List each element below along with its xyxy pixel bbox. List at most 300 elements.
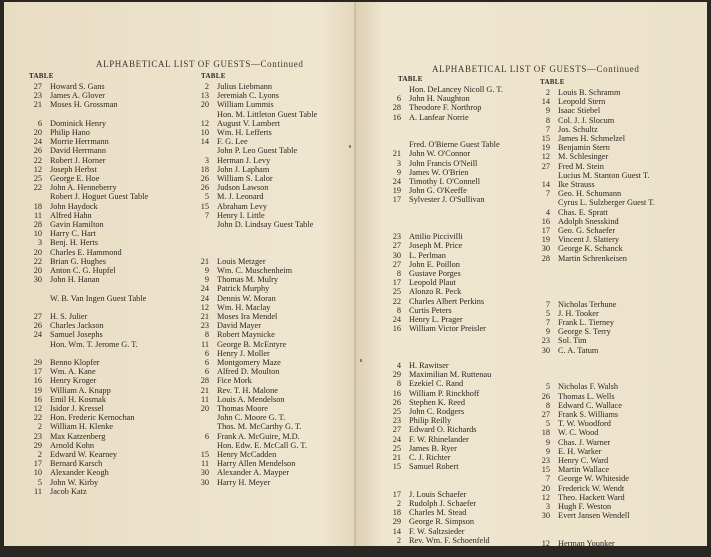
table-number: 22 bbox=[33, 256, 42, 266]
guest-name: Alfred Hahn bbox=[50, 210, 92, 220]
table-number: 26 bbox=[200, 183, 209, 193]
guest-name: Lucius M. Stanton Guest T. bbox=[558, 170, 650, 180]
guest-name: Curtis Peters bbox=[409, 305, 452, 315]
guest-name: Attilio Piccivilli bbox=[409, 232, 463, 242]
guest-name: W. B. Van Ingen Guest Table bbox=[50, 293, 147, 303]
guest-name: William H. Klenke bbox=[50, 422, 114, 432]
guest-name: Harry Allen Mendelson bbox=[217, 459, 296, 469]
guest-name: Howard S. Gans bbox=[50, 82, 105, 91]
table-number: 11 bbox=[201, 339, 209, 349]
guest-name: James W. O'Brien bbox=[409, 167, 469, 177]
guest-name: Sol. Tim bbox=[558, 336, 587, 346]
guest-name: John H. Naughton bbox=[409, 94, 470, 104]
guest-name: Gavin Hamilton bbox=[50, 220, 104, 229]
guest-name: Brian G. Hughes bbox=[50, 256, 106, 266]
guest-name: John G. O'Keeffe bbox=[409, 186, 467, 196]
guest-name: Louis B. Schramm bbox=[558, 88, 621, 97]
guest-name: David Herrmann bbox=[50, 146, 106, 156]
guest-name: Alonzo R. Peck bbox=[409, 287, 462, 297]
table-number: 20 bbox=[33, 266, 42, 275]
guest-name: Julius Liebmann bbox=[217, 82, 273, 91]
guest-name: James H. Schmelzel bbox=[558, 134, 626, 143]
guest-name: August V. Lambert bbox=[217, 118, 281, 128]
guest-name: Frank A. McGuire, M.D. bbox=[217, 431, 300, 441]
table-number: 29 bbox=[392, 370, 401, 380]
left-page bbox=[4, 2, 356, 546]
table-number: 15 bbox=[200, 450, 209, 459]
table-number: 7 bbox=[545, 299, 550, 309]
guest-name: Judson Lawson bbox=[217, 183, 269, 193]
table-number: 15 bbox=[392, 462, 401, 472]
table-number: 29 bbox=[33, 358, 42, 367]
guest-name: John E. Poillon bbox=[409, 259, 460, 269]
table-number: 13 bbox=[200, 91, 209, 101]
table-number: 9 bbox=[204, 266, 209, 275]
table-number: 18 bbox=[200, 164, 209, 174]
guest-name: Hon. Frederic Kernochan bbox=[50, 413, 135, 423]
table-number: 3 bbox=[396, 158, 401, 168]
guest-name: Wm. A. Kane bbox=[50, 367, 96, 377]
table-number: 11 bbox=[201, 459, 209, 469]
table-number: 30 bbox=[541, 511, 550, 521]
table-number: 9 bbox=[545, 106, 550, 116]
table-number: 2 bbox=[37, 422, 42, 432]
table-number: 19 bbox=[541, 235, 550, 245]
table-number: 19 bbox=[392, 186, 401, 196]
table-number: 30 bbox=[392, 250, 401, 260]
table-number: 16 bbox=[541, 216, 550, 226]
table-number: 5 bbox=[204, 192, 209, 202]
guest-name: M. J. Leonard bbox=[217, 192, 264, 202]
table-number: 7 bbox=[545, 318, 550, 327]
table-number: 23 bbox=[200, 321, 209, 331]
guest-name: Louis A. Mendelson bbox=[217, 394, 285, 404]
guest-name: Max Katzenberg bbox=[50, 431, 106, 441]
guest-name: Leopold Stern bbox=[558, 97, 606, 107]
guest-name: Isidor J. Kressel bbox=[50, 404, 104, 413]
guest-name: M. Schlesinger bbox=[558, 152, 609, 162]
guest-name: Edward W. Kearney bbox=[50, 450, 118, 459]
table-number: 12 bbox=[33, 404, 42, 413]
table-number: 8 bbox=[396, 305, 401, 315]
guest-name: Sylvester J. O'Sullivan bbox=[409, 195, 485, 205]
guest-name: Fice Mork bbox=[217, 376, 252, 386]
table-number: 12 bbox=[200, 302, 209, 312]
guest-name: Chaplain Edmund S. Smith bbox=[409, 545, 500, 554]
table-number: 30 bbox=[33, 275, 42, 285]
table-number: 17 bbox=[33, 459, 42, 469]
table-number: 2 bbox=[396, 535, 401, 545]
table-number: 26 bbox=[392, 397, 401, 407]
table-number: 11 bbox=[34, 486, 42, 496]
right-page bbox=[356, 2, 707, 557]
table-number: 29 bbox=[392, 517, 401, 527]
table-number: 26 bbox=[200, 174, 209, 183]
table-number: 25 bbox=[33, 174, 42, 183]
table-number: 23 bbox=[392, 416, 401, 426]
table-number: 24 bbox=[200, 284, 209, 294]
guest-name: E. H. Warker bbox=[558, 446, 602, 456]
table-number: 9 bbox=[545, 327, 550, 337]
table-number: 21 bbox=[200, 256, 209, 266]
guest-name: Charles M. Stead bbox=[409, 508, 467, 518]
table-number: 28 bbox=[541, 253, 550, 263]
guest-name: Moses Ira Mendel bbox=[217, 312, 278, 321]
guest-name: Hon. Edw. E. McCall G. T. bbox=[217, 440, 307, 450]
guest-name: William P. Young bbox=[558, 548, 617, 557]
table-number: 27 bbox=[541, 161, 550, 171]
guest-name: George S. Terry bbox=[558, 327, 611, 337]
table-number: 16 bbox=[33, 376, 42, 386]
guest-name: Louis Metzger bbox=[217, 256, 266, 266]
table-number: 24 bbox=[33, 137, 42, 147]
guest-name: Philip Hano bbox=[50, 128, 90, 137]
guest-name: Rev. T. H. Malone bbox=[217, 385, 278, 395]
table-number: 25 bbox=[392, 287, 401, 297]
guest-name: Robert Maynicke bbox=[217, 330, 275, 340]
guest-name: Harry H. Meyer bbox=[217, 477, 271, 487]
guest-name: Ezekiel C. Rand bbox=[409, 379, 464, 389]
table-number: 23 bbox=[541, 456, 550, 465]
table-number: 26 bbox=[33, 146, 42, 156]
table-number: 2 bbox=[396, 499, 401, 508]
table-number: 27 bbox=[33, 312, 42, 321]
guest-name: J. Louis Schaefer bbox=[409, 489, 467, 499]
guest-name: Alexander A. Mayper bbox=[217, 468, 290, 478]
guest-name: Morrie Herrmann bbox=[50, 137, 109, 147]
guest-name: Philip Reilly bbox=[409, 416, 452, 426]
guest-name: Hon. M. Littleton Guest Table bbox=[217, 109, 318, 119]
table-number: 18 bbox=[392, 508, 401, 518]
guest-name: Jos. Schultz bbox=[558, 124, 598, 134]
guest-name: Wm. H. Lefferts bbox=[217, 128, 272, 137]
table-number: 17 bbox=[392, 489, 401, 499]
table-number: 11 bbox=[201, 394, 209, 404]
left-table-header-1: TABLE bbox=[29, 72, 54, 80]
guest-name: George B. McEntyre bbox=[217, 339, 287, 349]
guest-name: Benno Klopfer bbox=[50, 358, 100, 367]
guest-name: William Victor Preisler bbox=[409, 324, 486, 334]
guest-name: Henry McCadden bbox=[217, 450, 277, 459]
guest-name: Hon. DeLancey Nicoll G. T. bbox=[409, 85, 503, 94]
table-number: 25 bbox=[392, 443, 401, 453]
table-number: 17 bbox=[33, 367, 42, 377]
table-number: 21 bbox=[200, 312, 209, 321]
table-number: 20 bbox=[33, 247, 42, 257]
right-table-header-2: TABLE bbox=[540, 78, 565, 86]
guest-name: C. A. Tatum bbox=[558, 345, 599, 355]
table-number: 12 bbox=[541, 152, 550, 162]
guest-name: L. Perlman bbox=[409, 250, 446, 260]
table-number: 20 bbox=[541, 483, 550, 493]
table-number: 10 bbox=[200, 128, 209, 137]
guest-name: Charles Albert Perkins bbox=[409, 296, 485, 306]
left-table-header-2: TABLE bbox=[201, 72, 226, 80]
table-number: 30 bbox=[541, 244, 550, 254]
table-number: 16 bbox=[392, 324, 401, 334]
table-number: 14 bbox=[541, 97, 550, 107]
guest-name: A. Lanfear Norrie bbox=[409, 112, 469, 122]
guest-name: Wm. C. Muschenheim bbox=[217, 266, 293, 275]
table-number: 24 bbox=[200, 293, 209, 303]
table-number: 3 bbox=[545, 502, 550, 511]
table-number: 15 bbox=[200, 201, 209, 211]
table-number: 15 bbox=[541, 134, 550, 143]
table-number: 12 bbox=[200, 118, 209, 128]
table-number: 23 bbox=[33, 431, 42, 441]
guest-name: C. J. Richter bbox=[409, 453, 451, 462]
table-number: 23 bbox=[541, 336, 550, 346]
guest-name: Charles E. Hammond bbox=[50, 247, 122, 257]
guest-name: F. W. Rhinelander bbox=[409, 434, 469, 444]
table-number: 21 bbox=[33, 100, 42, 110]
guest-name: Joseph M. Price bbox=[409, 241, 463, 251]
table-number: 22 bbox=[33, 183, 42, 193]
guest-name: John C. Moore G. T. bbox=[217, 413, 286, 423]
table-number: 4 bbox=[545, 207, 550, 217]
guest-name: Nicholas Terhune bbox=[558, 299, 617, 309]
table-number: 17 bbox=[392, 278, 401, 288]
table-number: 5 bbox=[37, 477, 42, 487]
guest-name: Maximilian M. Ruttenau bbox=[409, 370, 492, 380]
table-number: 7 bbox=[545, 124, 550, 134]
table-number: 18 bbox=[33, 201, 42, 211]
table-number: 27 bbox=[392, 259, 401, 269]
guest-name: Robert J. Hoguet Guest Table bbox=[50, 192, 149, 202]
guest-name: John J. Lapham bbox=[217, 164, 270, 174]
guest-name: John C. Rodgers bbox=[409, 407, 465, 416]
guest-name: Frank L. Tierney bbox=[558, 318, 615, 327]
guest-name: Chas. E. Spratt bbox=[558, 207, 608, 217]
guest-name: Fred M. Stein bbox=[558, 161, 604, 171]
guest-name: Herman Younker bbox=[558, 538, 615, 548]
guest-name: Geo. G. Schaefer bbox=[558, 226, 616, 235]
booklet-spread bbox=[4, 2, 707, 557]
guest-name: Charles Jackson bbox=[50, 321, 104, 331]
guest-name: Rev. Wm. F. Schoenfeld bbox=[409, 535, 490, 545]
guest-name: Samuel Robert bbox=[409, 462, 459, 472]
guest-name: Robert J. Horner bbox=[50, 155, 106, 165]
table-number: 30 bbox=[200, 468, 209, 478]
guest-name: Henry I. Little bbox=[217, 210, 265, 220]
table-number: 10 bbox=[33, 468, 42, 478]
table-number: 6 bbox=[204, 367, 209, 377]
table-number: 12 bbox=[541, 538, 550, 548]
table-number: 20 bbox=[200, 100, 209, 110]
table-number: 5 bbox=[545, 419, 550, 429]
guest-name: Col. J. J. Slocum bbox=[558, 115, 615, 125]
guest-name: John Francis O'Neill bbox=[409, 158, 478, 168]
table-number: 8 bbox=[545, 400, 550, 410]
table-number: 16 bbox=[33, 394, 42, 404]
guest-name: Theo. Hackett Ward bbox=[558, 492, 625, 502]
guest-name: David Mayer bbox=[217, 321, 262, 331]
table-number: 19 bbox=[33, 385, 42, 395]
guest-name: Herman J. Levy bbox=[217, 155, 271, 165]
guest-name: John A. Henneberry bbox=[50, 183, 117, 193]
table-number: 24 bbox=[392, 177, 401, 186]
table-number: 27 bbox=[392, 425, 401, 435]
guest-name: Moses H. Grossman bbox=[50, 100, 118, 110]
table-number: 8 bbox=[396, 269, 401, 278]
table-number: 30 bbox=[541, 345, 550, 355]
guest-name: Ike Strauss bbox=[558, 180, 595, 189]
guest-name: William S. Lalor bbox=[217, 174, 273, 183]
table-number: 16 bbox=[392, 388, 401, 398]
guest-name: John W. O'Connor bbox=[409, 149, 471, 159]
table-number: 5 bbox=[545, 382, 550, 392]
guest-name: Nicholas F. Walsh bbox=[558, 382, 619, 392]
guest-name: William A. Knapp bbox=[50, 385, 111, 395]
table-number: 10 bbox=[33, 229, 42, 239]
table-number: 17 bbox=[541, 226, 550, 235]
guest-name: Fred. O'Bierne Guest Table bbox=[409, 140, 500, 150]
guest-name: W. C. Wood bbox=[558, 428, 599, 438]
table-number: 28 bbox=[33, 220, 42, 229]
guest-name: Theodore F. Northrop bbox=[409, 103, 482, 113]
table-number: 11 bbox=[34, 210, 42, 220]
table-number: 2 bbox=[545, 88, 550, 97]
table-number: 23 bbox=[33, 91, 42, 101]
table-number: 27 bbox=[392, 241, 401, 251]
guest-name: James A. Glover bbox=[50, 91, 106, 101]
table-number: 22 bbox=[392, 296, 401, 306]
guest-name: Isaac Stiebel bbox=[558, 106, 601, 116]
guest-name: John H. Hanan bbox=[50, 275, 100, 285]
guest-name: Harry C. Hart bbox=[50, 229, 96, 239]
guest-name: Chas. J. Warner bbox=[558, 437, 611, 447]
table-number: 23 bbox=[392, 232, 401, 242]
table-number: 21 bbox=[392, 149, 401, 159]
guest-name: Gustave Porges bbox=[409, 269, 461, 278]
table-number: 21 bbox=[200, 385, 209, 395]
table-number: 15 bbox=[541, 465, 550, 475]
table-number: 9 bbox=[396, 167, 401, 177]
guest-name: Thomas Moore bbox=[217, 404, 268, 413]
binding-mark bbox=[349, 145, 351, 148]
guest-name: George W. Whiteside bbox=[558, 474, 629, 484]
table-number: 29 bbox=[33, 440, 42, 450]
guest-name: Patrick Murphy bbox=[217, 284, 270, 294]
guest-name: Geo. H. Schumann bbox=[558, 189, 622, 199]
table-number: 9 bbox=[545, 437, 550, 447]
right-page-title: ALPHABETICAL LIST OF GUESTS—Continued bbox=[432, 64, 640, 74]
table-number: 2 bbox=[37, 450, 42, 459]
table-number: 24 bbox=[392, 434, 401, 444]
table-number: 3 bbox=[204, 155, 209, 165]
guest-name: Henry J. Moller bbox=[217, 348, 270, 358]
table-number: 3 bbox=[37, 238, 42, 248]
table-number: 21 bbox=[392, 453, 401, 462]
guest-name: Henry C. Ward bbox=[558, 456, 609, 465]
table-number: 25 bbox=[392, 407, 401, 416]
guest-name: Stephen K. Reed bbox=[409, 397, 465, 407]
guest-name: T. W. Woodford bbox=[558, 419, 611, 429]
table-number: 4 bbox=[396, 361, 401, 370]
left-page-title: ALPHABETICAL LIST OF GUESTS—Continued bbox=[96, 59, 304, 69]
guest-name: F. G. Lee bbox=[217, 137, 248, 147]
guest-name: Thomas L. Wells bbox=[558, 391, 615, 401]
table-number: 12 bbox=[541, 548, 550, 557]
table-number: 24 bbox=[33, 330, 42, 340]
guest-name: Frederick W. Wendt bbox=[558, 483, 625, 493]
guest-name: Cyrus L. Sulzberger Guest T. bbox=[558, 198, 655, 208]
table-number: 9 bbox=[545, 446, 550, 456]
guest-name: Dominick Henry bbox=[50, 118, 106, 128]
table-number: 18 bbox=[541, 428, 550, 438]
table-number: 8 bbox=[396, 379, 401, 389]
guest-name: William P. Rinckhoff bbox=[409, 388, 480, 398]
guest-name: John P. Leo Guest Table bbox=[217, 146, 298, 156]
guest-name: Edward C. Wallace bbox=[558, 400, 622, 410]
table-number: 26 bbox=[33, 321, 42, 331]
guest-name: John W. Kirby bbox=[50, 477, 99, 487]
guest-name: Evert Jansen Wendell bbox=[558, 511, 630, 521]
guest-name: Rudolph J. Schaefer bbox=[409, 499, 477, 508]
guest-name: George R. Simpson bbox=[409, 517, 475, 527]
table-number: 7 bbox=[204, 210, 209, 220]
guest-name: William Lummis bbox=[217, 100, 274, 110]
table-number: 17 bbox=[392, 195, 401, 205]
guest-name: Henry L. Prager bbox=[409, 315, 463, 324]
guest-name: Martin Schrenkeisen bbox=[558, 253, 627, 263]
guest-name: Samuel Josephs bbox=[50, 330, 103, 340]
table-number: 20 bbox=[33, 128, 42, 137]
guest-name: Abraham Levy bbox=[217, 201, 267, 211]
guest-name: Jeremiah C. Lyons bbox=[217, 91, 279, 101]
guest-name: Joseph Herbst bbox=[50, 164, 97, 174]
guest-name: F. W. Saltzsieder bbox=[409, 526, 465, 536]
table-number: 6 bbox=[204, 348, 209, 358]
table-number: 12 bbox=[33, 164, 42, 174]
table-number: 8 bbox=[545, 115, 550, 125]
table-number: 8 bbox=[204, 330, 209, 340]
guest-name: George E. Hoe bbox=[50, 174, 100, 183]
guest-name: Emil H. Kosmak bbox=[50, 394, 106, 404]
table-number: 28 bbox=[392, 103, 401, 113]
table-number: 28 bbox=[200, 376, 209, 386]
guest-name: Benj. H. Herts bbox=[50, 238, 98, 248]
guest-name: Thos. M. McCarthy G. T. bbox=[217, 422, 302, 432]
guest-name: Alfred D. Moulton bbox=[217, 367, 280, 377]
guest-name: Timothy I. O'Connell bbox=[409, 177, 481, 186]
guest-name: Hugh F. Weston bbox=[558, 502, 612, 511]
table-number: 6 bbox=[204, 358, 209, 367]
guest-name: John Haydock bbox=[50, 201, 98, 211]
guest-name: Vincent J. Slattery bbox=[558, 235, 620, 245]
table-number: 2 bbox=[396, 545, 401, 554]
guest-name: John D. Lindsay Guest Table bbox=[217, 220, 314, 229]
guest-name: Wm. H. Maclay bbox=[217, 302, 271, 312]
guest-name: James B. Ryer bbox=[409, 443, 457, 453]
table-number: 22 bbox=[33, 155, 42, 165]
guest-name: Benjamin Stern bbox=[558, 143, 610, 153]
table-number: 7 bbox=[545, 474, 550, 484]
right-table-header-1: TABLE bbox=[398, 75, 423, 83]
guest-name: Adolph Snesskind bbox=[558, 216, 619, 226]
table-number: 14 bbox=[200, 137, 209, 147]
table-number: 6 bbox=[37, 118, 42, 128]
table-number: 14 bbox=[541, 180, 550, 189]
guest-name: Edward O. Richards bbox=[409, 425, 477, 435]
guest-name: Martin Wallace bbox=[558, 465, 610, 475]
guest-name: Henry Kroger bbox=[50, 376, 97, 386]
guest-name: Alexander Keogh bbox=[50, 468, 109, 478]
table-number: 9 bbox=[204, 275, 209, 285]
table-number: 2 bbox=[204, 82, 209, 91]
table-number: 5 bbox=[545, 308, 550, 318]
guest-name: Frank S. Williams bbox=[558, 410, 619, 419]
